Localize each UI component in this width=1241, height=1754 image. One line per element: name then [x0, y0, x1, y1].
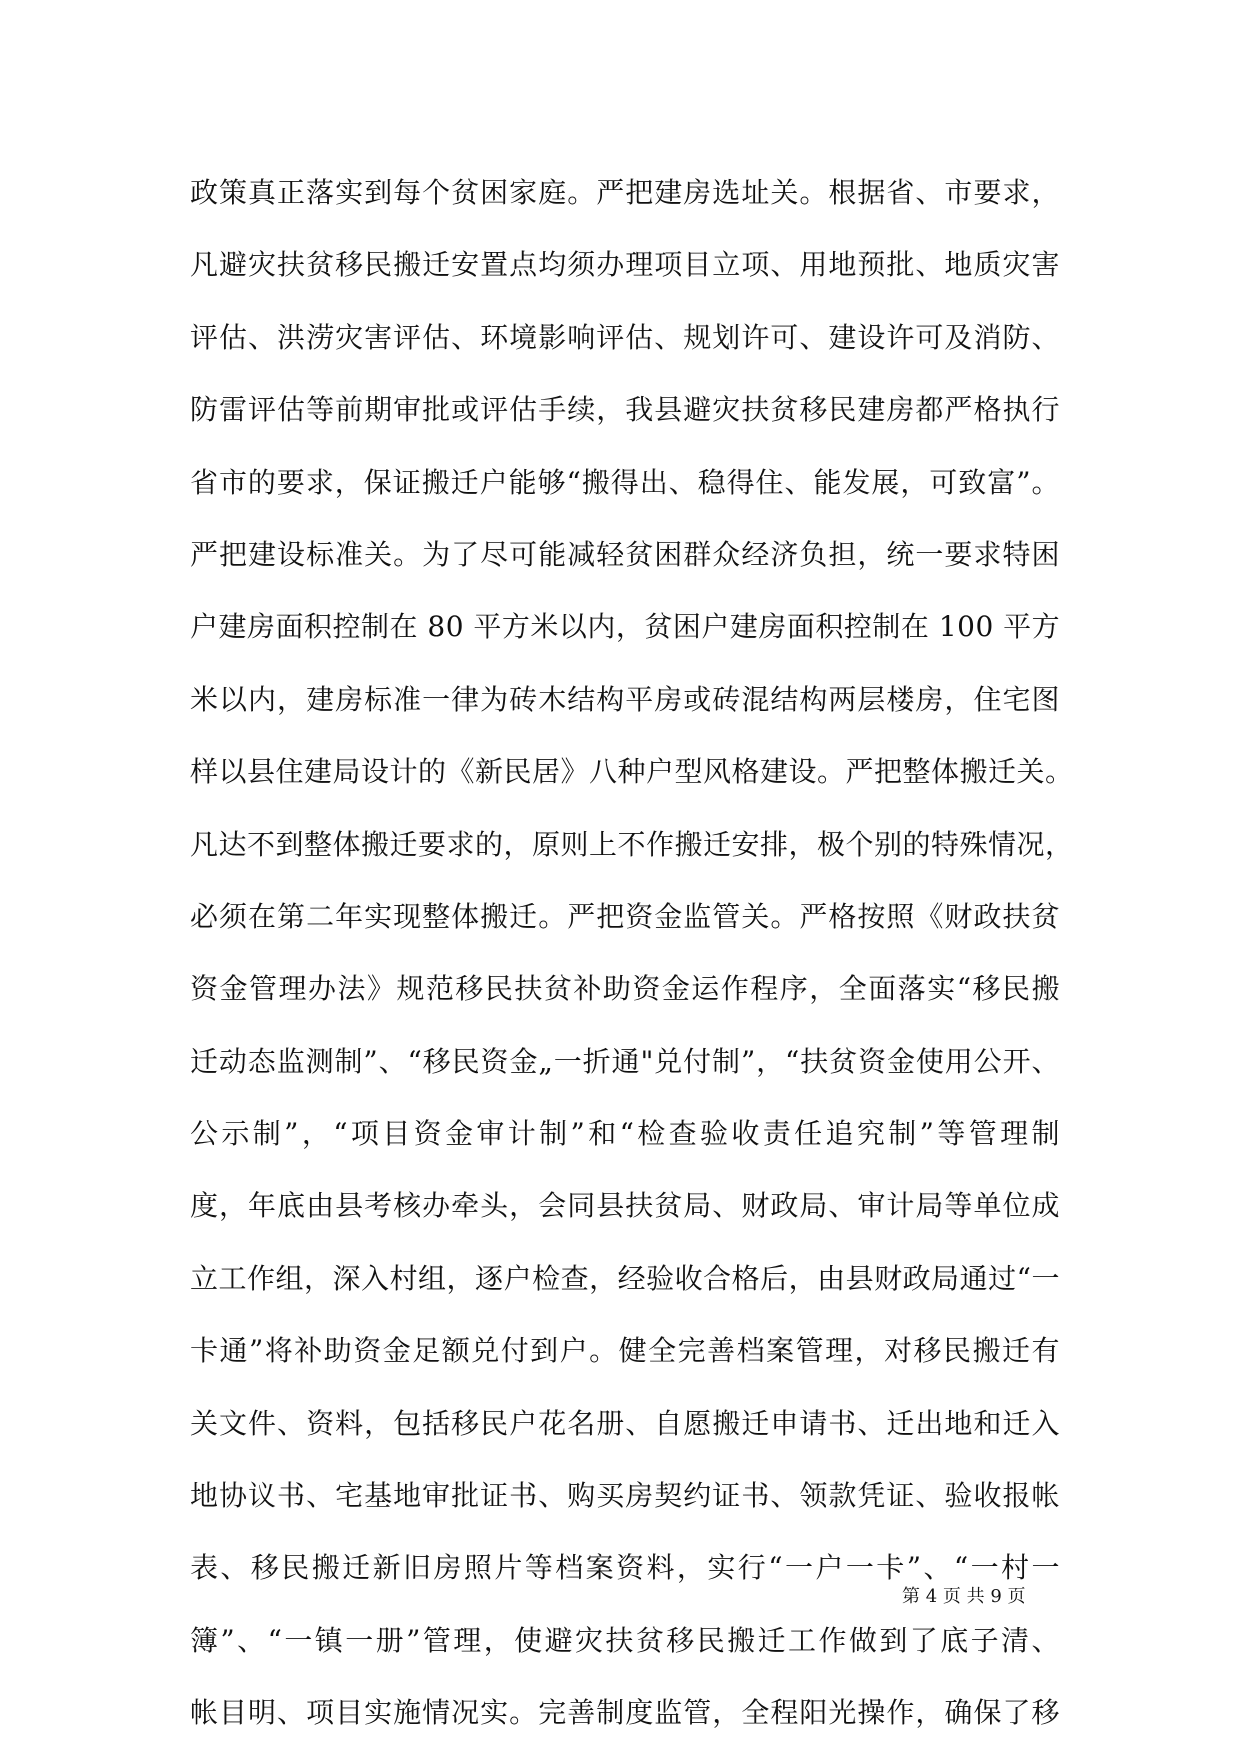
- text-line: 严把建设标准关。为了尽可能减轻贫困群众经济负担，统一要求特困: [190, 537, 1060, 571]
- text-line: 样以县住建局设计的《新民居》八种户型风格建设。严把整体搬迁关。: [190, 755, 1074, 789]
- text-line: 户建房面积控制在 80 平方米以内，贫困户建房面积控制在 100 平方: [190, 610, 1061, 644]
- text-line: 政策真正落实到每个贫困家庭。严把建房选址关。根据省、市要求，: [190, 176, 1060, 209]
- text-line: 必须在第二年实现整体搬迁。严把资金监管关。严格按照《财政扶贫: [190, 899, 1060, 933]
- text-line: 米以内，建房标准一律为砖木结构平房或砖混结构两层楼房，住宅图: [190, 682, 1060, 716]
- text-line: 凡避灾扶贫移民搬迁安置点均须办理项目立项、用地预批、地质灾害: [190, 248, 1060, 282]
- text-line: 迁动态监测制”、“移民资金„一折通"兑付制”，“扶贫资金使用公开、: [190, 1044, 1060, 1078]
- text-line: 公示制”，“项目资金审计制”和“检查验收责任追究制”等管理制: [190, 1117, 1060, 1151]
- text-line: 卡通”将补助资金足额兑付到户。健全完善档案管理，对移民搬迁有: [190, 1334, 1060, 1368]
- text-line: 防雷评估等前期审批或评估手续，我县避灾扶贫移民建房都严格执行: [190, 393, 1060, 427]
- text-line: 地协议书、宅基地审批证书、购买房契约证书、领款凭证、验收报帐: [190, 1479, 1060, 1513]
- text-line: 凡达不到整体搬迁要求的，原则上不作搬迁安排，极个别的特殊情况，: [190, 827, 1074, 861]
- text-line: 省市的要求，保证搬迁户能够“搬得出、稳得住、能发展，可致富”。: [190, 465, 1060, 499]
- text-line: 度，年底由县考核办牵头，会同县扶贫局、财政局、审计局等单位成: [190, 1189, 1060, 1223]
- text-line: 评估、洪涝灾害评估、环境影响评估、规划许可、建设许可及消防、: [190, 320, 1060, 354]
- text-line: 表、移民搬迁新旧房照片等档案资料，实行“一户一卡”、“一村一: [190, 1551, 1060, 1585]
- text-line: 帐目明、项目实施情况实。完善制度监管，全程阳光操作，确保了移: [190, 1696, 1060, 1730]
- text-line: 立工作组，深入村组，逐户检查，经验收合格后，由县财政局通过“一: [190, 1261, 1060, 1295]
- text-line: 簿”、“一镇一册”管理，使避灾扶贫移民搬迁工作做到了底子清、: [190, 1623, 1060, 1657]
- page-number: 第 4 页 共 9 页: [902, 1586, 1026, 1607]
- text-line: 资金管理办法》规范移民扶贫补助资金运作程序，全面落实“移民搬: [190, 972, 1060, 1006]
- text-line: 关文件、资料，包括移民户花名册、自愿搬迁申请书、迁出地和迁入: [190, 1406, 1060, 1440]
- body-paragraph: [190, 157, 1074, 1750]
